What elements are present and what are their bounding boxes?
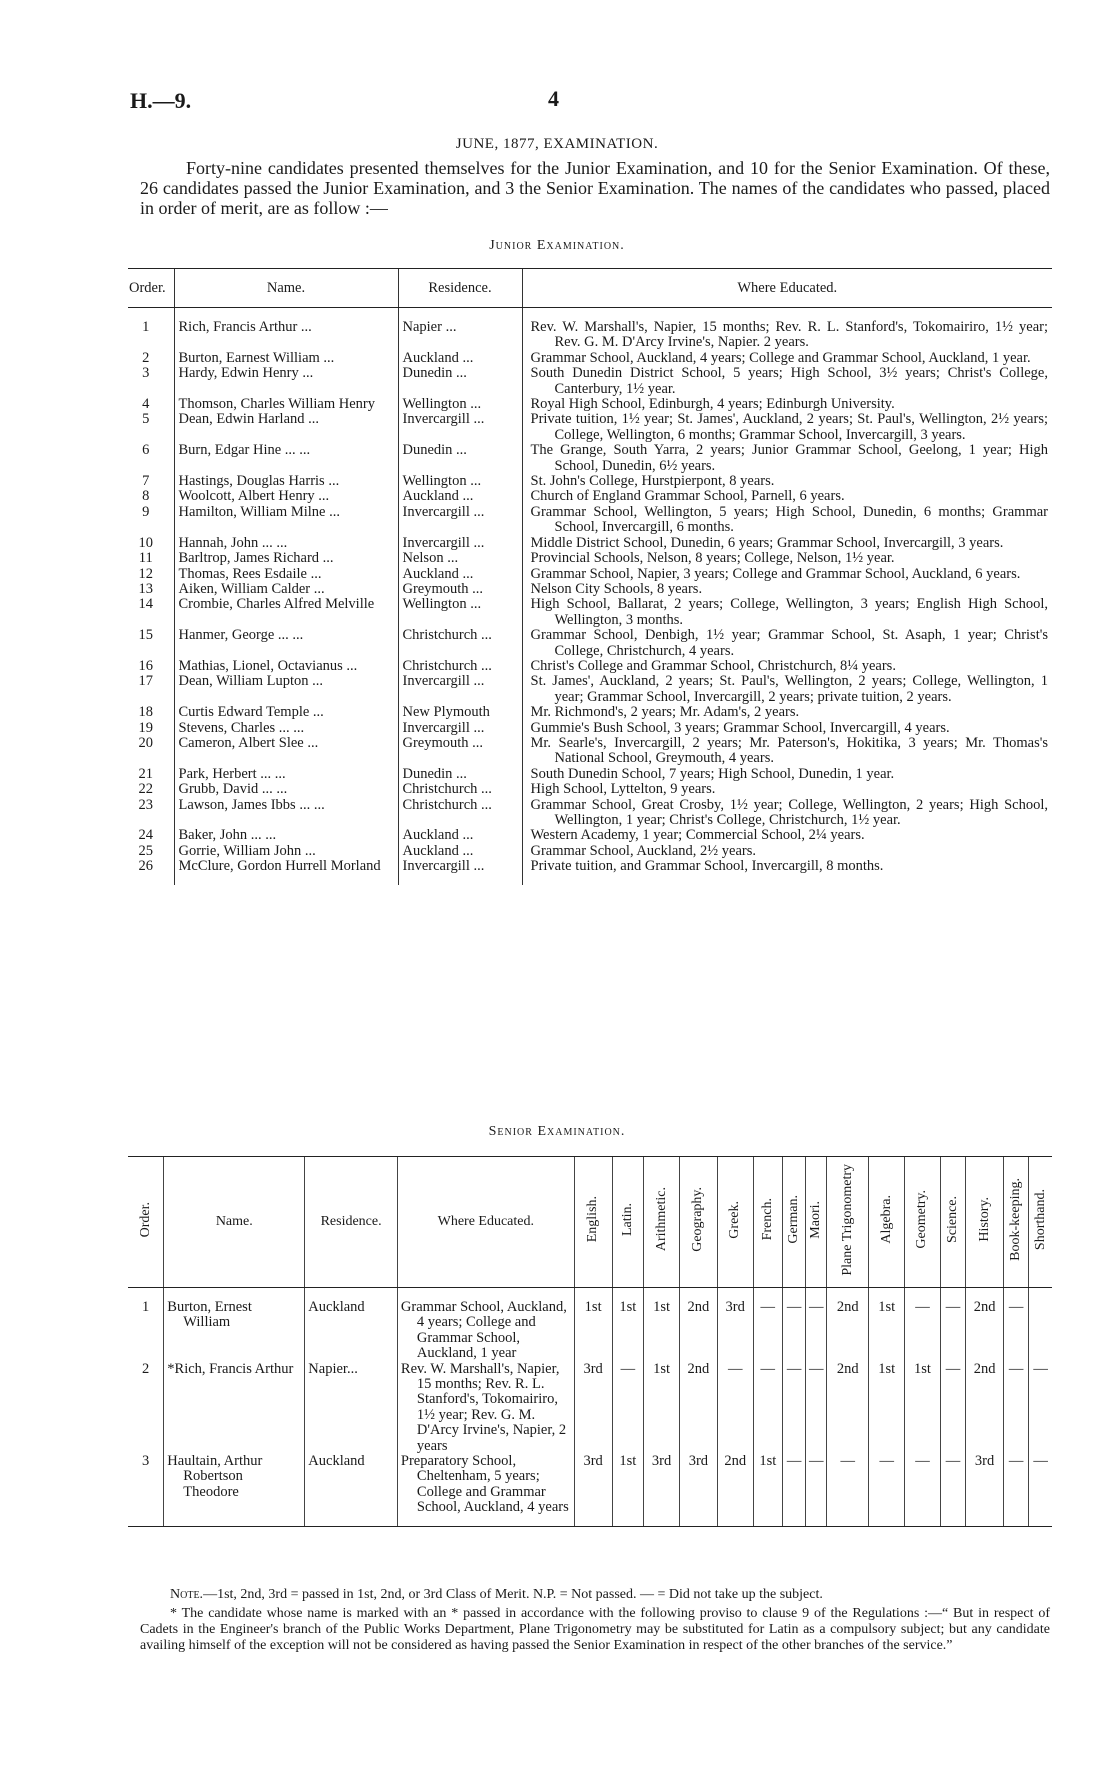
junior-row	[128, 351, 1052, 366]
name-cell: McClure, Gordon Hurrell Morland	[174, 859, 398, 884]
educated-text: South Dunedin District School, 5 years; High School, 3½ years; Christ's College, Canterbury, 1½ year.	[530, 365, 1048, 397]
col-subject	[869, 1157, 905, 1288]
result-cell: 2nd	[827, 1362, 869, 1454]
subject-label: History.	[976, 1197, 992, 1242]
name-cell: Burton, Earnest William ...	[174, 351, 398, 366]
order-cell: 1	[142, 319, 150, 335]
col-residence: Residence.	[305, 1157, 398, 1288]
senior-section-title: Senior Examination.	[488, 1124, 626, 1139]
residence-cell: Invercargill ...	[398, 859, 522, 884]
result-cell: 1st	[644, 1362, 680, 1454]
educated-cell	[522, 582, 1052, 597]
order-cell: 11	[138, 550, 153, 567]
educated-text: Grammar School, Auckland, 2½ years.	[530, 842, 757, 859]
educated-cell	[522, 412, 1052, 443]
col-residence: Residence.	[398, 269, 522, 308]
educated-text: Christ's College and Grammar School, Christchurch, 8¼ years.	[530, 657, 896, 674]
order-cell: 6	[142, 442, 150, 459]
educated-text: Grammar School, Auckland, 4 years; College and Grammar School, Auckland, 1 year.	[530, 349, 1031, 366]
educated-cell	[522, 628, 1052, 659]
page-number: 4	[548, 86, 559, 111]
educated-cell	[522, 397, 1052, 412]
junior-row	[128, 366, 1052, 397]
order-cell: 19	[138, 719, 153, 736]
residence-cell: Christchurch ...	[398, 798, 522, 829]
educated-cell	[522, 674, 1052, 705]
result-cell: —	[717, 1362, 753, 1454]
senior-row	[128, 1454, 1052, 1526]
result-cell: —	[806, 1454, 827, 1526]
subject-label: Arithmetic.	[653, 1187, 669, 1252]
name-cell: Hastings, Douglas Harris ...	[174, 474, 398, 489]
educated-cell	[522, 443, 1052, 474]
junior-row	[128, 443, 1052, 474]
order-cell: 14	[138, 596, 153, 613]
result-cell: 1st	[574, 1288, 612, 1362]
result-cell: 1st	[869, 1362, 905, 1454]
name-cell	[164, 1362, 305, 1454]
residence-cell: Napier...	[305, 1362, 398, 1454]
educated-text: Grammar School, Napier, 3 years; College and Grammar School, Auckland, 6 years.	[530, 565, 1021, 582]
educated-text: St. John's College, Hurstpierpont, 8 years.	[530, 473, 775, 490]
educated-text: The Grange, South Yarra, 2 years; Junior Grammar School, Geelong, 1 year; High School, Dunedin, 6½ years.	[530, 442, 1048, 474]
junior-row	[128, 798, 1052, 829]
note-label: Note.	[170, 1587, 204, 1602]
result-cell: 3rd	[966, 1454, 1004, 1526]
col-subject	[679, 1157, 717, 1288]
senior-row	[128, 1288, 1052, 1362]
col-subject	[783, 1157, 806, 1288]
name-cell	[164, 1288, 305, 1362]
educated-text: Grammar School, Great Crosby, 1½ year; College, Wellington, 2 years; High School, Wellington, 1 year; Christ's College, Christchurch, 1½ year.	[530, 796, 1048, 828]
educated-cell	[522, 798, 1052, 829]
order-cell: 26	[138, 858, 153, 875]
subject-label: Science.	[945, 1195, 960, 1244]
order-cell: 1	[142, 1299, 150, 1315]
result-cell: 3rd	[644, 1454, 680, 1526]
result-cell: 2nd	[679, 1362, 717, 1454]
educated-cell	[522, 489, 1052, 504]
result-cell: —	[940, 1288, 965, 1362]
residence-cell: Wellington ...	[398, 474, 522, 489]
junior-row	[128, 308, 1052, 351]
result-cell: 1st	[644, 1288, 680, 1362]
result-cell: 3rd	[679, 1454, 717, 1526]
order-cell: 2	[142, 1360, 150, 1377]
subject-label: German.	[786, 1195, 802, 1244]
result-cell: 1st	[753, 1454, 782, 1526]
note-legend	[140, 1587, 1050, 1603]
order-cell: 17	[138, 673, 153, 690]
order-cell: 9	[142, 503, 150, 520]
result-cell: 2nd	[679, 1288, 717, 1362]
junior-row	[128, 505, 1052, 536]
junior-row	[128, 567, 1052, 582]
educated-text: Middle District School, Dunedin, 6 years; Grammar School, Invercargill, 3 years.	[530, 534, 1004, 551]
intro-text: Forty-nine candidates presented themselves for the Junior Examination, and 10 for the Senior Examination. Of these, 26 candidates passed the Junior Examination, and 3 the Senior Examination. The names of the candidates who passed, placed in order of merit, are as follow :—	[140, 158, 1050, 218]
name-cell-text: Burton, Ernest William	[167, 1299, 252, 1331]
col-subject	[612, 1157, 644, 1288]
senior-header-row	[128, 1157, 1052, 1288]
educated-cell	[522, 859, 1052, 884]
col-name: Name.	[174, 269, 398, 308]
result-cell: —	[783, 1454, 806, 1526]
residence-cell: Auckland ...	[398, 828, 522, 843]
residence-cell: Invercargill ...	[398, 674, 522, 705]
subject-label: Book-keeping.	[1008, 1178, 1024, 1261]
where-educated-cell	[397, 1288, 574, 1362]
educated-text: Mr. Richmond's, 2 years; Mr. Adam's, 2 years.	[530, 704, 800, 721]
educated-text: Mr. Searle's, Invercargill, 2 years; Mr. Paterson's, Hokitika, 3 years; Mr. Thomas's National School, Greymouth, 4 years.	[530, 734, 1048, 767]
col-subject	[574, 1157, 612, 1288]
result-cell: —	[753, 1288, 782, 1362]
order-cell: 2	[142, 349, 150, 366]
educated-cell	[522, 844, 1052, 859]
result-cell: —	[783, 1288, 806, 1362]
educated-text: St. James', Auckland, 2 years; St. Paul's, Wellington, 2 years; College, Wellington, 1 year; Grammar School, Invercargill, 2 years; private tuition, 2 years.	[530, 673, 1048, 705]
name-cell: Woolcott, Albert Henry ...	[174, 489, 398, 504]
result-cell: —	[806, 1362, 827, 1454]
junior-row	[128, 659, 1052, 674]
residence-cell: Dunedin ...	[398, 767, 522, 782]
junior-row	[128, 736, 1052, 767]
junior-row	[128, 582, 1052, 597]
col-subject	[1029, 1157, 1052, 1288]
subject-label: French.	[759, 1198, 775, 1241]
subject-label: English.	[585, 1196, 601, 1243]
educated-cell	[522, 308, 1052, 351]
name-cell: Hamilton, William Milne ...	[174, 505, 398, 536]
residence-cell: Greymouth ...	[398, 582, 522, 597]
educated-text: Private tuition, and Grammar School, Invercargill, 8 months.	[530, 858, 884, 875]
name-cell: Thomas, Rees Esdaile ...	[174, 567, 398, 582]
junior-row	[128, 628, 1052, 659]
residence-cell: Auckland ...	[398, 351, 522, 366]
name-cell: Aiken, William Calder ...	[174, 582, 398, 597]
order-cell: 18	[138, 704, 153, 721]
educated-text: Western Academy, 1 year; Commercial School, 2¼ years.	[530, 827, 865, 844]
educated-text: Gummie's Bush School, 3 years; Grammar School, Invercargill, 4 years.	[530, 719, 950, 736]
junior-row	[128, 489, 1052, 504]
residence-cell: Nelson ...	[398, 551, 522, 566]
name-cell: Grubb, David ... ...	[174, 782, 398, 797]
subject-label: Maori.	[808, 1200, 824, 1239]
residence-cell: Napier ...	[398, 308, 522, 351]
result-cell: 3rd	[717, 1288, 753, 1362]
intro-paragraph	[140, 158, 1050, 218]
result-cell: —	[753, 1362, 782, 1454]
educated-text: South Dunedin School, 7 years; High School, Dunedin, 1 year.	[530, 765, 895, 782]
junior-row	[128, 767, 1052, 782]
order-cell: 22	[138, 781, 153, 798]
subject-label: Plane Trigonometry	[839, 1163, 855, 1276]
name-cell: Cameron, Albert Slee ...	[174, 736, 398, 767]
col-order-label: Order.	[137, 1201, 153, 1238]
educated-cell	[522, 705, 1052, 720]
col-where-educated: Where Educated.	[522, 269, 1052, 308]
name-cell: Gorrie, William John ...	[174, 844, 398, 859]
residence-cell: Christchurch ...	[398, 659, 522, 674]
senior-row	[128, 1362, 1052, 1454]
col-subject	[905, 1157, 941, 1288]
result-cell: 2nd	[717, 1454, 753, 1526]
col-subject	[644, 1157, 680, 1288]
educated-cell	[522, 536, 1052, 551]
order-cell: 7	[142, 473, 150, 490]
residence-cell: New Plymouth	[398, 705, 522, 720]
result-cell: —	[806, 1288, 827, 1362]
residence-cell: Wellington ...	[398, 597, 522, 628]
residence-cell: Auckland ...	[398, 489, 522, 504]
name-cell: Stevens, Charles ... ...	[174, 721, 398, 736]
residence-cell: Auckland ...	[398, 844, 522, 859]
junior-row	[128, 551, 1052, 566]
name-cell: Thomson, Charles William Henry	[174, 397, 398, 412]
col-subject	[1004, 1157, 1029, 1288]
where-educated-cell	[397, 1362, 574, 1454]
result-cell: —	[905, 1288, 941, 1362]
notes-section	[140, 1587, 1050, 1657]
educated-text: Rev. W. Marshall's, Napier, 15 months; Rev. R. L. Stanford's, Tokomairiro, 1½ year; Rev. G. M. D'Arcy Irvine's, Napier. 2 years.	[530, 319, 1048, 351]
col-subject	[827, 1157, 869, 1288]
order-cell: 5	[142, 411, 150, 428]
educated-cell	[522, 782, 1052, 797]
junior-row	[128, 705, 1052, 720]
residence-cell: Auckland ...	[398, 567, 522, 582]
educated-cell	[522, 366, 1052, 397]
name-cell-text: Haultain, Arthur Robertson Theodore	[167, 1453, 263, 1500]
junior-row	[128, 844, 1052, 859]
order-cell: 21	[138, 765, 153, 782]
residence-cell: Invercargill ...	[398, 412, 522, 443]
result-cell: —	[1029, 1362, 1052, 1454]
educated-text: Church of England Grammar School, Parnell, 6 years.	[530, 488, 845, 505]
educated-cell	[522, 551, 1052, 566]
result-cell: —	[783, 1362, 806, 1454]
junior-section-title: Junior Examination.	[489, 238, 625, 253]
result-cell: —	[827, 1454, 869, 1526]
subject-label: Greek.	[727, 1200, 743, 1239]
junior-table-body	[128, 308, 1052, 885]
order-cell: 24	[138, 827, 153, 844]
subject-label: Algebra.	[878, 1195, 894, 1244]
junior-table	[128, 268, 1052, 885]
residence-cell: Invercargill ...	[398, 536, 522, 551]
order-cell: 12	[138, 565, 153, 582]
junior-row	[128, 721, 1052, 736]
name-cell: Burn, Edgar Hine ... ...	[174, 443, 398, 474]
col-where-educated: Where Educated.	[397, 1157, 574, 1288]
educated-cell	[522, 767, 1052, 782]
col-order: Order.	[128, 269, 174, 308]
result-cell: 3rd	[574, 1362, 612, 1454]
document-reference: H.—9.	[130, 88, 192, 113]
name-cell-text: *Rich, Francis Arthur	[167, 1360, 294, 1377]
subject-label: Latin.	[619, 1202, 635, 1237]
junior-row	[128, 397, 1052, 412]
result-cell: —	[1004, 1288, 1029, 1362]
educated-text: Royal High School, Edinburgh, 4 years; Edinburgh University.	[530, 396, 895, 413]
name-cell: Mathias, Lionel, Octavianus ...	[174, 659, 398, 674]
proviso-note: * The candidate whose name is marked with an * passed in accordance with the following proviso to clause 9 of the Regulations :—“ But in respect of Cadets in the Engineer's branch of the Public Works Department, Plane Trigonometry may be substituted for Latin as a compulsory subject; but any candidate availing himself of the exception will not be considered as having passed the Senior Examination in respect of the other branches of the service.”	[140, 1606, 1050, 1653]
note-text: —1st, 2nd, 3rd = passed in 1st, 2nd, or 3rd Class of Merit. N.P. = Not passed. — = Did not take up the subject.	[203, 1587, 823, 1602]
senior-table-body	[128, 1288, 1052, 1527]
subject-label: Geometry.	[914, 1190, 930, 1249]
result-cell	[1029, 1288, 1052, 1362]
where-educated-cell-text: Preparatory School, Cheltenham, 5 years; College and Grammar School, Auckland, 4 years	[400, 1453, 569, 1516]
order-cell: 15	[138, 627, 153, 644]
residence-cell: Auckland	[305, 1288, 398, 1362]
name-cell: Crombie, Charles Alfred Melville	[174, 597, 398, 628]
name-cell: Hannah, John ... ...	[174, 536, 398, 551]
col-subject	[717, 1157, 753, 1288]
educated-text: Grammar School, Denbigh, 1½ year; Grammar School, St. Asaph, 1 year; Christ's College, Christchurch, 4 years.	[530, 627, 1048, 659]
name-cell: Rich, Francis Arthur ...	[174, 308, 398, 351]
col-subject	[806, 1157, 827, 1288]
col-subject	[753, 1157, 782, 1288]
result-cell: —	[940, 1454, 965, 1526]
result-cell: —	[612, 1362, 644, 1454]
name-cell: Dean, William Lupton ...	[174, 674, 398, 705]
result-cell: 1st	[612, 1454, 644, 1526]
result-cell: 2nd	[827, 1288, 869, 1362]
name-cell: Hardy, Edwin Henry ...	[174, 366, 398, 397]
result-cell: —	[905, 1454, 941, 1526]
order-cell: 23	[138, 796, 153, 813]
educated-cell	[522, 474, 1052, 489]
educated-cell	[522, 736, 1052, 767]
junior-row	[128, 782, 1052, 797]
junior-row	[128, 412, 1052, 443]
order-cell: 20	[138, 734, 153, 751]
junior-row	[128, 536, 1052, 551]
educated-cell	[522, 567, 1052, 582]
residence-cell: Wellington ...	[398, 397, 522, 412]
result-cell: —	[1004, 1454, 1029, 1526]
junior-row	[128, 474, 1052, 489]
order-cell: 3	[142, 365, 150, 382]
educated-text: Private tuition, 1½ year; St. James', Auckland, 2 years; St. Paul's, Wellington, 2½ years; College, Wellington, 6 months; Grammar School, Invercargill, 3 years.	[530, 411, 1048, 443]
order-cell: 4	[142, 396, 150, 413]
educated-cell	[522, 351, 1052, 366]
col-order	[128, 1157, 164, 1288]
where-educated-cell	[397, 1454, 574, 1526]
col-subject	[966, 1157, 1004, 1288]
educated-cell	[522, 828, 1052, 843]
result-cell: 2nd	[966, 1362, 1004, 1454]
name-cell: Curtis Edward Temple ...	[174, 705, 398, 720]
where-educated-cell-text: Grammar School, Auckland, 4 years; College and Grammar School, Auckland, 1 year	[400, 1299, 567, 1362]
educated-text: Nelson City Schools, 8 years.	[530, 580, 703, 597]
col-name: Name.	[164, 1157, 305, 1288]
junior-row	[128, 597, 1052, 628]
result-cell: 1st	[905, 1362, 941, 1454]
result-cell: —	[940, 1362, 965, 1454]
result-cell: —	[1029, 1454, 1052, 1526]
educated-cell	[522, 721, 1052, 736]
junior-header-row	[128, 269, 1052, 308]
name-cell: Barltrop, James Richard ...	[174, 551, 398, 566]
residence-cell: Auckland	[305, 1454, 398, 1526]
subject-label: Shorthand.	[1032, 1188, 1048, 1251]
order-cell: 13	[138, 580, 153, 597]
result-cell: 3rd	[574, 1454, 612, 1526]
result-cell: 2nd	[966, 1288, 1004, 1362]
junior-row	[128, 859, 1052, 884]
examination-title: JUNE, 1877, EXAMINATION.	[455, 136, 659, 152]
result-cell: 1st	[612, 1288, 644, 1362]
educated-text: High School, Lyttelton, 9 years.	[530, 781, 716, 798]
name-cell: Dean, Edwin Harland ...	[174, 412, 398, 443]
residence-cell: Dunedin ...	[398, 366, 522, 397]
educated-text: High School, Ballarat, 2 years; College, Wellington, 3 years; English High School, Wellington, 3 months.	[530, 596, 1048, 628]
result-cell: —	[869, 1454, 905, 1526]
name-cell: Park, Herbert ... ...	[174, 767, 398, 782]
order-cell: 10	[138, 534, 153, 551]
educated-text: Provincial Schools, Nelson, 8 years; College, Nelson, 1½ year.	[530, 550, 895, 567]
result-cell: —	[1004, 1362, 1029, 1454]
educated-cell	[522, 505, 1052, 536]
name-cell: Lawson, James Ibbs ... ...	[174, 798, 398, 829]
order-cell: 3	[128, 1454, 164, 1526]
name-cell: Hanmer, George ... ...	[174, 628, 398, 659]
educated-cell	[522, 659, 1052, 674]
where-educated-cell-text: Rev. W. Marshall's, Napier, 15 months; Rev. R. L. Stanford's, Tokomairiro, 1½ year; Rev. G. M. D'Arcy Irvine's, Napier, 2 years	[400, 1360, 567, 1454]
name-cell	[164, 1454, 305, 1526]
order-cell: 25	[138, 842, 153, 859]
col-subject	[940, 1157, 965, 1288]
residence-cell: Christchurch ...	[398, 628, 522, 659]
educated-cell	[522, 597, 1052, 628]
residence-cell: Greymouth ...	[398, 736, 522, 767]
junior-row	[128, 674, 1052, 705]
residence-cell: Christchurch ...	[398, 782, 522, 797]
name-cell: Baker, John ... ...	[174, 828, 398, 843]
junior-row	[128, 828, 1052, 843]
residence-cell: Invercargill ...	[398, 505, 522, 536]
residence-cell: Invercargill ...	[398, 721, 522, 736]
order-cell: 16	[138, 657, 153, 674]
subject-label: Geography.	[690, 1187, 706, 1252]
order-cell: 8	[142, 488, 150, 505]
educated-text: Grammar School, Wellington, 5 years; High School, Dunedin, 6 months; Grammar School, Invercargill, 6 months.	[530, 503, 1048, 536]
result-cell: 1st	[869, 1288, 905, 1362]
senior-table	[128, 1156, 1052, 1527]
residence-cell: Dunedin ...	[398, 443, 522, 474]
